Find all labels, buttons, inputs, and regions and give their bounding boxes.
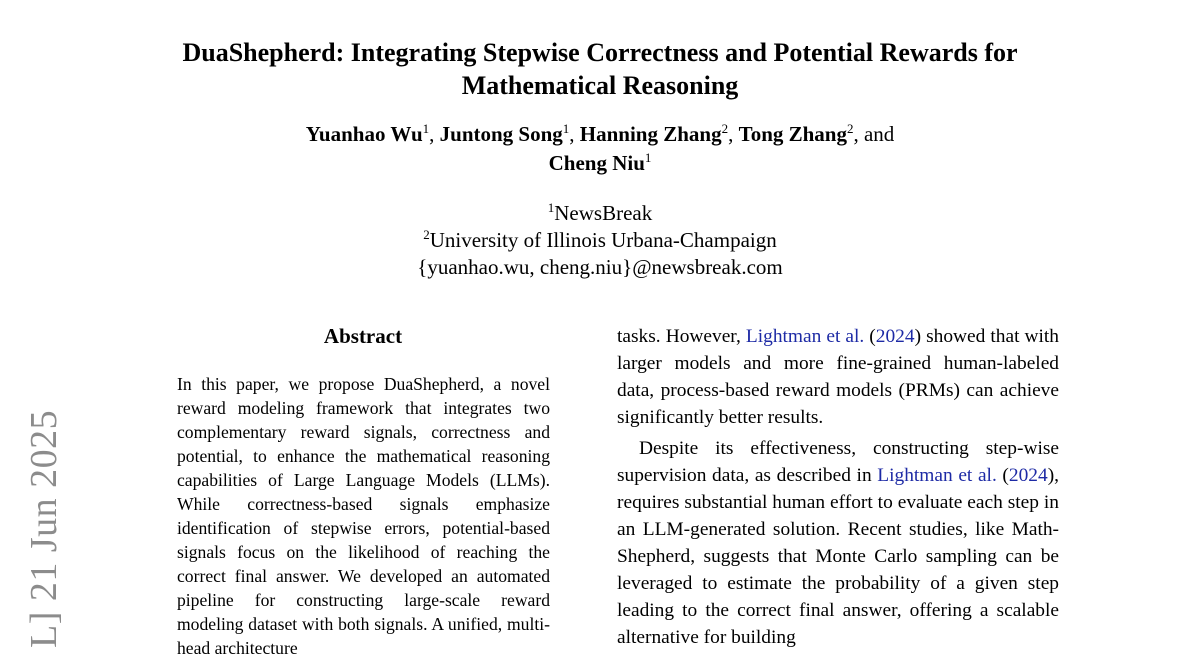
author-affiliation-mark: 2 [846,121,854,136]
intro-paragraph [617,435,1059,651]
paragraph-text: tasks. However, [617,326,746,347]
author-name: Hanning Zhang [579,122,722,146]
paragraph-text: ( [996,465,1009,486]
paragraph-text: ) showed that with larger models and more fine-grained human-labeled data, process-based reward models (PRMs) can achieve significantly better results. [617,326,1059,428]
affiliation-line [100,200,1100,227]
author-name: Yuanhao Wu [305,122,423,146]
affiliation-name: University of Illinois Urbana-Champaign [429,228,777,252]
abstract-body: In this paper, we propose DuaShepherd, a novel reward modeling framework that integrates two complementary reward signals, correctness and potential, to enhance the mathematical reasoning capabilities of Large Language Models (LLMs). While correctness-based signals emphasize identification of stepwise errors, potential-based signals focus on the likelihood of reaching the correct final answer. We developed an automated pipeline for constructing large-scale reward modeling dataset with both signals. A unified, multi-head architecture [177,374,550,658]
author-affiliation-mark: 1 [644,150,652,165]
paper-title [100,36,1100,102]
paragraph-text: ), requires substantial human effort to evaluate each step in an LLM-generated solution. Recent studies, like Math-Shepherd, suggests that Monte Carlo sampling can be leveraged to estimate the probability of a given step leading to the correct final answer, offering a scalable alternative for building [617,465,1059,648]
author-separator: , [429,122,440,146]
author-list [100,120,1100,178]
author-email: {yuanhao.wu, cheng.niu}@newsbreak.com [417,255,783,279]
author-name: Cheng Niu [548,151,645,175]
author-affiliation-mark: 1 [422,121,430,136]
intro-paragraph [617,323,1059,431]
arxiv-sidebar-stamp: L] 21 Jun 2025 [23,409,65,648]
author-conjunction: , and [853,122,895,146]
citation-year-link[interactable]: 2024 [875,326,915,347]
author-separator: , [569,122,580,146]
citation-year-link[interactable]: 2024 [1008,465,1048,486]
abstract-heading: Abstract [323,324,403,348]
affiliation-block [100,200,1100,281]
author-name: Juntong Song [439,122,563,146]
author-name: Tong Zhang [738,122,847,146]
paragraph-text: Despite its effectiveness, constructing step-wise supervision data, as described in [617,438,1059,486]
title-line-2: Mathematical Reasoning [461,71,739,100]
author-affiliation-mark: 2 [721,121,729,136]
author-separator: , [728,122,739,146]
author-line-2 [100,149,1100,178]
citation-link[interactable]: Lightman et al. [877,465,997,486]
title-line-1: DuaShepherd: Integrating Stepwise Correctness and Potential Rewards for [182,38,1018,67]
affiliation-number: 2 [423,227,430,242]
intro-column [617,323,1059,651]
affiliation-number: 1 [547,200,555,215]
paragraph-text: ( [864,326,876,347]
author-line-1 [100,120,1100,149]
affiliation-line [100,227,1100,254]
citation-link[interactable]: Lightman et al. [745,326,865,347]
affiliation-name: NewsBreak [554,201,653,225]
author-affiliation-mark: 1 [562,121,570,136]
